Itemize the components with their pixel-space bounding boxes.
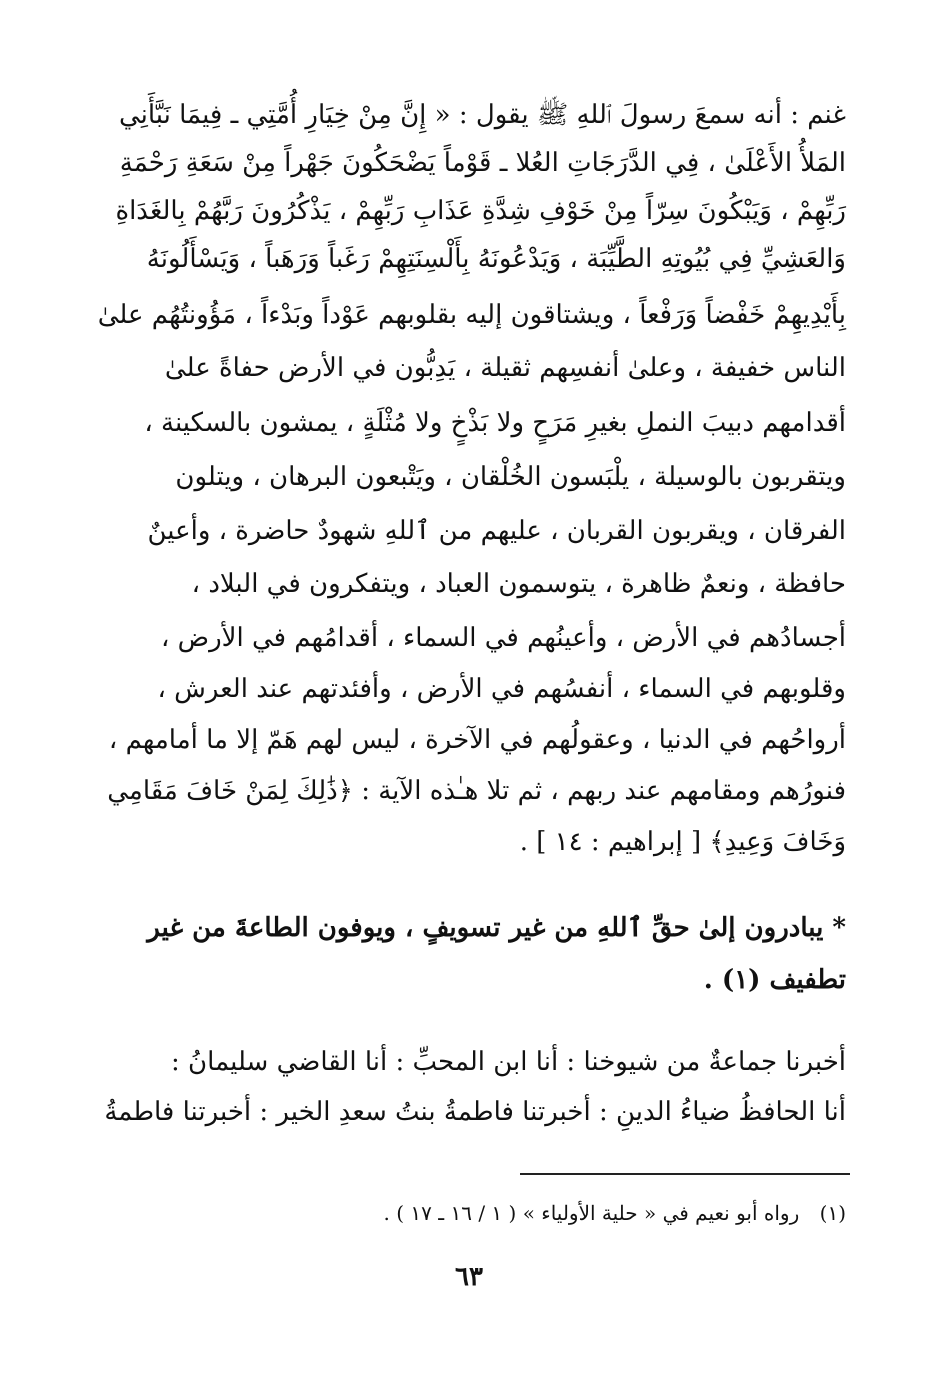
- hadith-line-14: فنورُهم ومقامهم عند ربهم ، ثم تلا هـٰذه الآية : ﴿ذَٰلِكَ لِمَنْ خَافَ مَقَامِي: [107, 776, 846, 806]
- hadith-line-5: بِأَيْدِيهِمْ خَفْضاً وَرَفْعاً ، ويشتاقون إليه بقلوبهم عَوْداً وبَدْءاً ، مَؤُونتُهُم علىٰ: [97, 300, 846, 330]
- hadith-line-4: وَالعَشِيِّ فِي بُيُوتِهِ الطَّيِّبَة ، وَيَدْعُونَهُ بِأَلْسِنَتِهِمْ رَغَباً وَرَهَباً ، وَيَسْأَلُونَهُ: [146, 244, 846, 274]
- hadith-line-6: الناس خفيفة ، وعلىٰ أنفسِهم ثقيلة ، يَدِبُّون في الأرض حفاةً علىٰ: [164, 353, 846, 383]
- footnote: [300, 1198, 846, 1228]
- footnote-text: رواه أبو نعيم في « حلية الأولياء » ( ١ / ١٦ ـ ١٧ ) .: [383, 1201, 800, 1225]
- hadith-line-12: وقلوبهم في السماء ، أنفسُهم في الأرض ، وأفئدتهم عند العرش ،: [157, 674, 846, 704]
- footnote-divider: [520, 1173, 850, 1175]
- hadith-line-8: ويتقربون بالوسيلة ، يلْبَسون الخُلْقان ، ويَتْبعون البرهان ، ويتلون: [175, 462, 846, 492]
- page-number: ٦٣: [455, 1262, 483, 1292]
- hadith-line-11: أجسادُهم في الأرض ، وأعينُهم في السماء ، أقدامُهم في الأرض ،: [160, 623, 846, 653]
- point-line-1: * يبادرون إلىٰ حقِّ ٱللهِ من غير تسويفٍ ، ويوفون الطاعةَ من غير: [147, 913, 846, 943]
- point-line-2: تطفيف (١) .: [703, 965, 846, 995]
- hadith-line-10: حافظة ، ونعمٌ ظاهرة ، يتوسمون العباد ، ويتفكرون في البلاد ،: [191, 569, 846, 599]
- hadith-line-7: أقدامهم دبيبَ النملِ بغيرِ مَرَحٍ ولا بَذْخٍ ولا مُثْلَةٍ ، يمشون بالسكينة ،: [144, 408, 846, 438]
- hadith-line-1: غنم : أنه سمعَ رسولَ ٱللهِ ﷺ يقول : « إِنَّ مِنْ خِيَارِ أُمَّتِي ـ فِيمَا نَبَّأَنِي: [118, 100, 846, 130]
- hadith-line-15: وَخَافَ وَعِيدِ﴾ [ إبراهيم : ١٤ ] .: [519, 827, 846, 857]
- hadith-line-3: رَبِّهِمْ ، وَيَبْكُونَ سِرّاً مِنْ خَوْفِ شِدَّةِ عَذَابِ رَبِّهِمْ ، يَذْكُرُونَ رَبَّهُمْ بِالغَدَاةِ: [115, 196, 846, 226]
- hadith-line-2: المَلأُ الأَعْلَىٰ ، فِي الدَّرَجَاتِ العُلا ـ قَوْماً يَضْحَكُونَ جَهْراً مِنْ سَعَةِ رَحْمَةِ: [119, 148, 846, 178]
- isnad-line-2: أنا الحافظُ ضياءُ الدينِ : أخبرتنا فاطمةُ بنتُ سعدِ الخير : أخبرتنا فاطمةُ: [104, 1097, 846, 1127]
- hadith-line-9: الفرقان ، ويقربون القربان ، عليهم من ٱللهِ شهودٌ حاضرة ، وأعينٌ: [147, 516, 846, 546]
- isnad-line-1: أخبرنا جماعةٌ من شيوخنا : أنا ابن المحبِّ : أنا القاضي سليمانُ :: [171, 1047, 846, 1077]
- hadith-line-13: أرواحُهم في الدنيا ، وعقولُهم في الآخرة ، ليس لهم هَمّ إلا ما أمامهم ،: [108, 725, 846, 755]
- footnote-number: (١): [819, 1201, 846, 1225]
